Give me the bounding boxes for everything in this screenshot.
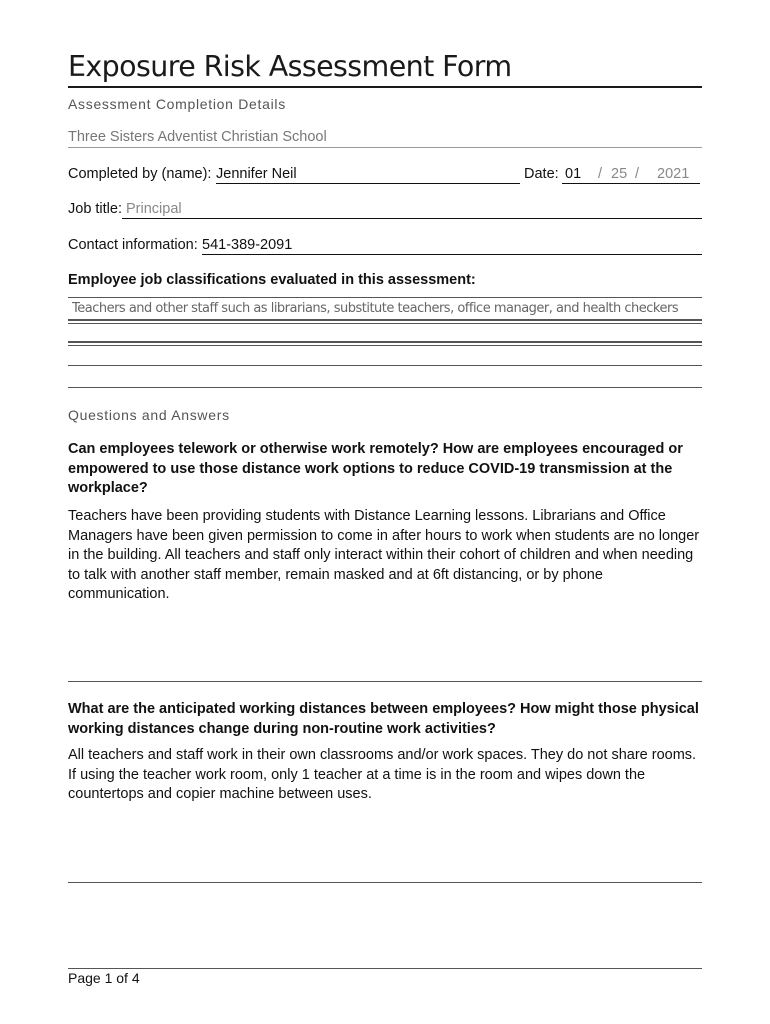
classifications-top-rule (68, 297, 702, 298)
answer-working-distances[interactable]: All teachers and staff work in their own classrooms and/or work spaces. They do not share rooms. If using the teacher work room, only 1 teacher at a time is in the room and wipes down the countertops and copier machine between uses. (68, 747, 697, 802)
date-day[interactable]: 25 (611, 166, 628, 182)
completed-by-field[interactable]: Jennifer Neil (216, 166, 297, 182)
classifications-line (68, 365, 702, 366)
job-title-underline (122, 218, 702, 219)
classifications-field[interactable]: Teachers and other staff such as librarians, substitute teachers, office manager, and health checkers (72, 301, 679, 316)
question-telework: Can employees telework or otherwise work remotely? How are employees encouraged or empowered to use those distance work options to reduce COVID-19 transmission at the workplace? (68, 441, 683, 496)
section-label-completion: Assessment Completion Details (68, 96, 286, 112)
contact-row (68, 237, 702, 257)
school-name-field[interactable]: Three Sisters Adventist Christian School (68, 129, 327, 145)
footer-rule (68, 968, 702, 969)
classifications-line (68, 319, 702, 324)
date-underline (562, 183, 700, 184)
job-title-label: Job title: (68, 201, 122, 217)
classifications-line (68, 341, 702, 346)
completed-by-underline (216, 183, 520, 184)
school-name-underline (68, 147, 702, 148)
job-title-row (68, 201, 702, 221)
answer-telework[interactable]: Teachers have been providing students with Distance Learning lessons. Librarians and Office Managers have been given permission to come in after hours to work when students are no longer in the building. All teachers and staff only interact within their cohort of children and when needing to talk with another staff member, remain masked and at 6ft distancing, or by phone communication. (68, 508, 700, 602)
date-year[interactable]: 2021 (657, 166, 690, 182)
form-page (68, 0, 702, 1024)
section-label-qa: Questions and Answers (68, 407, 230, 423)
contact-underline (202, 254, 702, 255)
completed-by-row (68, 166, 702, 186)
page-indicator: Page 1 of 4 (68, 970, 140, 986)
classifications-line (68, 387, 702, 388)
classifications-heading: Employee job classifications evaluated in this assessment: (68, 272, 476, 288)
completed-by-label: Completed by (name): (68, 166, 212, 182)
date-label: Date: (524, 166, 559, 182)
job-title-field[interactable]: Principal (126, 201, 182, 217)
contact-field[interactable]: 541-389-2091 (202, 237, 293, 253)
question-working-distances: What are the anticipated working distances between employees? How might those physical working distances change during non-routine work activities? (68, 701, 699, 737)
contact-label: Contact information: (68, 237, 198, 253)
date-separator: / (598, 166, 603, 182)
answer-divider (68, 882, 702, 883)
title-divider (68, 86, 702, 88)
page-title: Exposure Risk Assessment Form (68, 50, 512, 83)
date-separator: / (635, 166, 640, 182)
date-month[interactable]: 01 (565, 166, 582, 182)
answer-divider (68, 681, 702, 682)
